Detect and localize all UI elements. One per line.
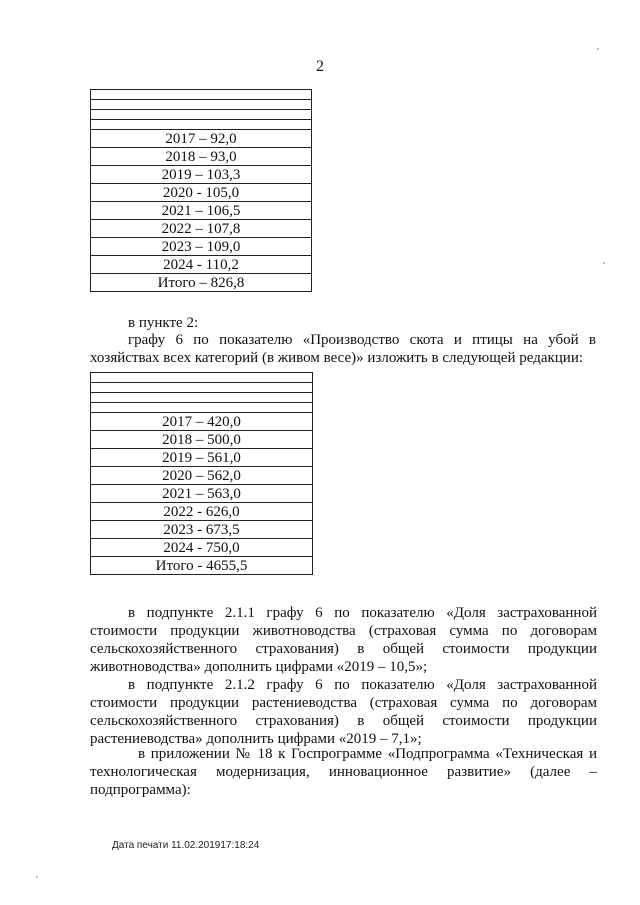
- scan-speck: [36, 876, 38, 878]
- table-cell: Итого - 4655,5: [91, 557, 313, 575]
- table-row: [91, 238, 312, 256]
- table-row: [91, 130, 312, 148]
- table-row: [91, 256, 312, 274]
- paragraph-line: подпрограмма):: [90, 782, 191, 798]
- table-row: [91, 485, 313, 503]
- table-cell: 2021 – 106,5: [91, 202, 312, 220]
- table-row: [91, 539, 313, 557]
- table-row: [91, 166, 312, 184]
- paragraph-line: хозяйствах всех категорий (в живом весе)» изложить в следующей редакции:: [90, 350, 584, 366]
- table-cell: 2017 – 92,0: [91, 130, 312, 148]
- paragraph-line: растениеводства» дополнить цифрами «2019 – 7,1»;: [90, 731, 422, 747]
- paragraph-line: технологическая модернизация, инновационное развитие» (далее –: [90, 764, 597, 780]
- table-cell: [91, 120, 312, 130]
- empty-row: [91, 100, 312, 110]
- table-row: [91, 449, 313, 467]
- table-cell: 2020 – 562,0: [91, 467, 313, 485]
- table-cell: [91, 110, 312, 120]
- scan-speck: [603, 262, 605, 264]
- page-number: 2: [316, 58, 324, 75]
- print-date-footer: Дата печати 11.02.201917:18:24: [112, 840, 260, 851]
- table-cell: 2019 – 561,0: [91, 449, 313, 467]
- table-row: [91, 413, 313, 431]
- table-row: [91, 521, 313, 539]
- scan-speck: [597, 48, 599, 50]
- paragraph-line: в подпункте 2.1.2 графу 6 по показателю «Доля застрахованной: [128, 677, 597, 693]
- empty-row: [91, 393, 313, 403]
- paragraph-line: животноводства» дополнить цифрами «2019 – 10,5»;: [90, 659, 428, 675]
- table-cell: 2022 – 107,8: [91, 220, 312, 238]
- table-cell: 2024 - 750,0: [91, 539, 313, 557]
- table-total-row: [91, 557, 313, 575]
- empty-row: [91, 373, 313, 383]
- empty-row: [91, 110, 312, 120]
- table-total-row: [91, 274, 312, 292]
- table-cell: [91, 90, 312, 100]
- paragraph-line: графу 6 по показателю «Производство скота и птицы на убой в: [128, 332, 596, 348]
- paragraph-line: стоимости продукции растениеводства (страховая сумма по договорам: [90, 695, 597, 711]
- paragraph-line: в приложении № 18 к Госпрограмме «Подпрограмма «Техническая и: [138, 746, 597, 762]
- table-cell: 2021 – 563,0: [91, 485, 313, 503]
- table-row: [91, 202, 312, 220]
- table-row: [91, 220, 312, 238]
- table-cell: [91, 373, 313, 383]
- table-row: [91, 184, 312, 202]
- table-row: [91, 467, 313, 485]
- values-table-2: [90, 372, 313, 575]
- table-cell: [91, 383, 313, 393]
- values-table-1: [90, 89, 312, 292]
- empty-row: [91, 383, 313, 393]
- table-cell: Итого – 826,8: [91, 274, 312, 292]
- table-cell: 2023 – 109,0: [91, 238, 312, 256]
- table-cell: [91, 100, 312, 110]
- table-cell: 2018 – 93,0: [91, 148, 312, 166]
- table-cell: 2024 - 110,2: [91, 256, 312, 274]
- empty-row: [91, 403, 313, 413]
- table-row: [91, 148, 312, 166]
- paragraph-line: стоимости продукции животноводства (страховая сумма по договорам: [90, 623, 597, 639]
- paragraph-line: сельскохозяйственного страхования) в общей стоимости продукции: [90, 641, 597, 657]
- empty-row: [91, 90, 312, 100]
- paragraph-line: сельскохозяйственного страхования) в общей стоимости продукции: [90, 713, 597, 729]
- table-cell: 2020 - 105,0: [91, 184, 312, 202]
- paragraph-item-2: в пункте 2:: [128, 315, 199, 331]
- table-row: [91, 431, 313, 449]
- table-cell: 2019 – 103,3: [91, 166, 312, 184]
- table-row: [91, 503, 313, 521]
- table-cell: 2017 – 420,0: [91, 413, 313, 431]
- paragraph-line: в подпункте 2.1.1 графу 6 по показателю «Доля застрахованной: [128, 605, 597, 621]
- table-cell: 2022 - 626,0: [91, 503, 313, 521]
- table-cell: [91, 393, 313, 403]
- empty-row: [91, 120, 312, 130]
- table-cell: [91, 403, 313, 413]
- table-cell: 2023 - 673,5: [91, 521, 313, 539]
- table-cell: 2018 – 500,0: [91, 431, 313, 449]
